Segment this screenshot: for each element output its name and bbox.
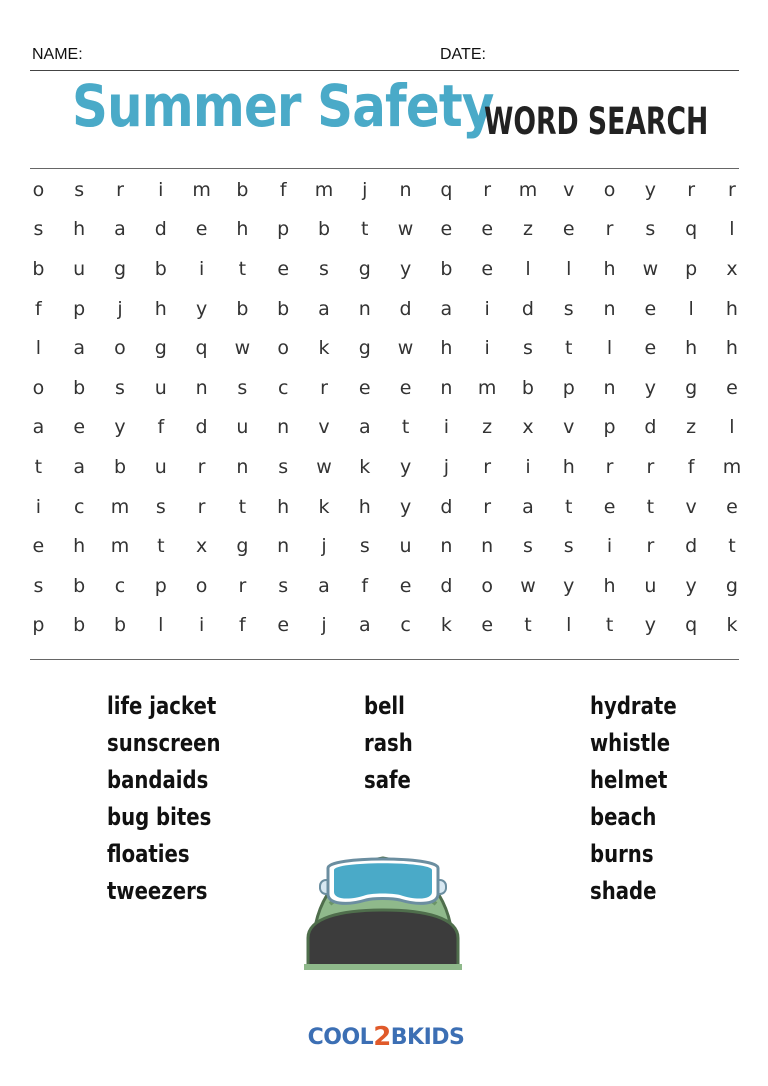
grid-letter: r <box>197 455 206 478</box>
grid-letter: h <box>603 257 616 280</box>
grid-letter: x <box>726 257 738 280</box>
helmet-goggles-icon <box>300 846 466 970</box>
grid-letter: o <box>277 337 289 360</box>
grid-letter: g <box>725 574 738 597</box>
grid-letter: h <box>440 337 453 360</box>
grid-letter: a <box>114 218 126 241</box>
grid-letter: e <box>726 376 738 399</box>
grid-letter: c <box>400 614 411 637</box>
grid-letter: i <box>443 416 449 439</box>
grid-letter: s <box>237 376 248 399</box>
grid-letter: d <box>685 535 698 558</box>
grid-letter: p <box>562 376 575 399</box>
grid-letter: z <box>482 416 493 439</box>
grid-letter: l <box>158 614 164 637</box>
grid-letter: e <box>481 257 494 280</box>
grid-letter: s <box>563 297 574 320</box>
logo-part-3: BKIDS <box>390 1024 465 1050</box>
grid-letter: r <box>483 495 492 518</box>
grid-letter: i <box>525 455 531 478</box>
grid-letter: g <box>685 376 698 399</box>
grid-letter: a <box>73 455 86 478</box>
grid-letter: b <box>236 297 249 320</box>
word-list-item: shade <box>590 877 657 905</box>
grid-letter: h <box>685 337 698 360</box>
grid-letter: j <box>321 535 327 558</box>
grid-letter: k <box>726 614 738 637</box>
grid-letter: n <box>277 416 290 439</box>
grid-letter: c <box>277 376 289 399</box>
grid-letter: y <box>399 495 412 518</box>
page-subtitle: WORD SEARCH <box>484 100 709 143</box>
grid-letter: h <box>277 495 290 518</box>
word-list-item: whistle <box>590 729 671 757</box>
grid-letter: d <box>440 574 453 597</box>
grid-letter: h <box>725 297 738 320</box>
grid-letter: d <box>399 297 412 320</box>
grid-letter: t <box>565 337 573 360</box>
grid-letter: i <box>158 178 164 201</box>
grid-letter: c <box>73 495 85 518</box>
grid-letter: g <box>113 257 127 280</box>
grid-letter: n <box>440 376 453 399</box>
logo-part-1: COOL <box>307 1024 374 1050</box>
word-list-item: bug bites <box>107 803 212 831</box>
grid-letter: w <box>520 574 536 597</box>
grid-letter: t <box>565 495 573 518</box>
grid-letter: m <box>477 376 497 399</box>
grid-letter: x <box>522 416 534 439</box>
grid-letter: s <box>645 218 656 241</box>
grid-letter: r <box>320 376 328 399</box>
grid-letter: n <box>277 535 290 558</box>
grid-letter: b <box>521 376 534 399</box>
grid-letter: y <box>685 574 697 597</box>
grid-letter: j <box>117 297 123 320</box>
grid-letter: a <box>318 297 330 320</box>
grid-letter: r <box>728 178 736 201</box>
grid-letter: t <box>157 535 165 558</box>
grid-letter: s <box>278 574 289 597</box>
grid-letter: w <box>397 218 414 241</box>
grid-letter: y <box>195 297 208 320</box>
grid-letter: y <box>644 178 656 201</box>
grid-letter: v <box>563 178 575 201</box>
grid-letter: k <box>318 495 330 518</box>
grid-letter: f <box>157 416 165 439</box>
grid-letter: e <box>277 614 290 637</box>
grid-letter: h <box>73 535 86 558</box>
grid-letter: t <box>605 614 614 637</box>
grid-letter: f <box>35 297 42 320</box>
grid-letter: b <box>73 376 86 399</box>
logo-part-2: 2 <box>373 1022 391 1052</box>
grid-letter: n <box>481 535 494 558</box>
grid-letter: t <box>646 495 655 518</box>
grid-letter: l <box>729 416 735 439</box>
grid-letter: e <box>440 218 453 241</box>
grid-letter: s <box>115 376 125 399</box>
grid-letter: b <box>73 614 86 637</box>
grid-letter: e <box>399 574 412 597</box>
grid-letter: o <box>603 178 616 201</box>
grid-letter: b <box>113 455 127 478</box>
grid-letter: b <box>440 257 453 280</box>
grid-letter: l <box>566 614 572 637</box>
grid-letter: u <box>644 574 657 597</box>
word-list-item: helmet <box>590 766 668 794</box>
grid-letter: r <box>687 178 696 201</box>
grid-letter: r <box>483 178 492 201</box>
grid-letter: u <box>154 455 167 478</box>
word-list-item: beach <box>590 803 657 831</box>
grid-letter: e <box>562 218 575 241</box>
grid-letter: p <box>277 218 290 241</box>
grid-letter: w <box>642 257 659 280</box>
grid-letter: v <box>563 416 575 439</box>
grid-letter: w <box>316 455 332 478</box>
grid-letter: u <box>73 257 86 280</box>
word-list-left <box>107 688 245 910</box>
grid-letter: i <box>198 614 205 637</box>
grid-letter: z <box>522 218 533 241</box>
grid-letter: t <box>238 495 247 518</box>
grid-letter: t <box>238 257 247 280</box>
grid-letter: r <box>238 574 247 597</box>
grid-letter: i <box>606 535 613 558</box>
word-list-item: bell <box>364 692 405 720</box>
grid-letter: b <box>277 297 290 320</box>
grid-letter: e <box>644 297 657 320</box>
grid-letter: l <box>606 337 613 360</box>
grid-letter: t <box>34 455 43 478</box>
grid-letter: x <box>195 535 208 558</box>
word-list-item: sunscreen <box>107 729 221 757</box>
grid-letter: e <box>481 218 494 241</box>
grid-letter: i <box>198 257 205 280</box>
name-date-header <box>30 44 739 71</box>
grid-letter: t <box>524 614 532 637</box>
grid-letter: n <box>603 376 616 399</box>
grid-letter: r <box>197 495 206 518</box>
grid-letter: u <box>399 535 412 558</box>
grid-letter: p <box>73 297 86 320</box>
grid-letter: p <box>154 574 167 597</box>
grid-letter: o <box>114 337 126 360</box>
grid-letter: h <box>154 297 167 320</box>
grid-letter: n <box>399 178 412 201</box>
grid-letter: n <box>440 535 453 558</box>
grid-letter: l <box>35 337 42 360</box>
grid-letter: m <box>192 178 211 201</box>
grid-letter: i <box>484 337 490 360</box>
grid-letter: s <box>33 574 44 597</box>
grid-letter: a <box>440 297 453 320</box>
grid-letter: m <box>314 178 334 201</box>
grid-letter: l <box>566 257 572 280</box>
word-list-item: life jacket <box>107 692 217 720</box>
grid-letter: y <box>644 376 656 399</box>
grid-letter: a <box>358 614 371 637</box>
grid-letter: p <box>603 416 616 439</box>
word-list-item: safe <box>364 766 411 794</box>
grid-letter: c <box>114 574 126 597</box>
page-title: Summer Safety <box>72 72 494 140</box>
grid-letter: m <box>518 178 538 201</box>
grid-letter: h <box>562 455 575 478</box>
grid-letter: d <box>521 297 534 320</box>
grid-letter: b <box>73 574 86 597</box>
grid-letter: f <box>279 178 287 201</box>
word-list-item: floaties <box>107 840 190 868</box>
grid-letter: k <box>359 455 371 478</box>
grid-letter: a <box>318 574 330 597</box>
grid-letter: h <box>725 337 738 360</box>
grid-letter: e <box>603 495 616 518</box>
grid-letter: s <box>155 495 166 518</box>
grid-letter: a <box>522 495 534 518</box>
grid-bottom-divider <box>30 659 739 660</box>
name-label: NAME: <box>32 46 83 63</box>
grid-letter: z <box>686 416 697 439</box>
grid-letter: s <box>563 535 574 558</box>
grid-letter: p <box>685 257 698 280</box>
grid-letter: h <box>236 218 249 241</box>
grid-letter: j <box>443 455 449 478</box>
grid-letter: y <box>399 257 412 280</box>
grid-letter: l <box>729 218 735 241</box>
grid-letter: i <box>484 297 490 320</box>
grid-letter: y <box>644 614 656 637</box>
grid-letter: l <box>688 297 694 320</box>
grid-letter: o <box>32 376 45 399</box>
grid-letter: e <box>195 218 208 241</box>
grid-letter: g <box>358 337 371 360</box>
grid-letter: o <box>32 178 45 201</box>
grid-letter: g <box>154 337 167 360</box>
grid-letter: m <box>722 455 742 478</box>
grid-letter: d <box>154 218 167 241</box>
grid-letter: q <box>195 337 208 360</box>
grid-letter: u <box>154 376 167 399</box>
grid-letter: t <box>361 218 369 241</box>
grid-letter: e <box>481 614 494 637</box>
grid-letter: b <box>113 614 127 637</box>
grid-letter: s <box>278 455 289 478</box>
grid-letter: s <box>319 257 329 280</box>
grid-letter: g <box>358 257 371 280</box>
grid-letter: s <box>33 218 44 241</box>
grid-letter: d <box>644 416 657 439</box>
grid-letter: q <box>440 178 453 201</box>
letter-grid <box>18 170 752 645</box>
grid-letter: b <box>32 257 45 280</box>
grid-letter: d <box>440 495 453 518</box>
grid-letter: n <box>603 297 616 320</box>
grid-letter: g <box>236 535 249 558</box>
grid-letter: y <box>114 416 126 439</box>
grid-letter: p <box>32 614 45 637</box>
grid-letter: a <box>73 337 86 360</box>
grid-letter: b <box>154 257 167 280</box>
grid-letter: y <box>399 455 412 478</box>
word-list-item: burns <box>590 840 654 868</box>
grid-letter: k <box>318 337 330 360</box>
word-list-item: hydrate <box>590 692 677 720</box>
grid-letter: r <box>116 178 124 201</box>
grid-letter: t <box>401 416 410 439</box>
grid-letter: b <box>236 178 249 201</box>
grid-letter: e <box>399 376 412 399</box>
grid-letter: m <box>110 495 130 518</box>
grid-letter: a <box>358 416 371 439</box>
word-list-middle <box>364 688 423 799</box>
word-list-right <box>590 688 696 910</box>
grid-letter: w <box>234 337 251 360</box>
grid-letter: r <box>605 455 614 478</box>
grid-letter: l <box>525 257 531 280</box>
grid-letter: o <box>195 574 208 597</box>
grid-letter: t <box>728 535 736 558</box>
grid-letter: q <box>685 218 698 241</box>
grid-letter: e <box>277 257 290 280</box>
grid-letter: h <box>603 574 616 597</box>
grid-letter: m <box>110 535 130 558</box>
grid-letter: b <box>317 218 330 241</box>
grid-letter: h <box>73 218 86 241</box>
grid-letter: j <box>362 178 368 201</box>
grid-letter: w <box>397 337 414 360</box>
grid-letter: k <box>440 614 452 637</box>
word-list-item: rash <box>364 729 413 757</box>
grid-letter: f <box>687 455 695 478</box>
grid-letter: e <box>358 376 371 399</box>
grid-letter: v <box>685 495 697 518</box>
word-list-item: tweezers <box>107 877 208 905</box>
grid-letter: n <box>195 376 208 399</box>
grid-letter: j <box>321 614 327 637</box>
grid-letter: a <box>32 416 45 439</box>
grid-letter: s <box>523 337 533 360</box>
grid-letter: s <box>523 535 533 558</box>
grid-letter: e <box>73 416 86 439</box>
grid-letter: v <box>318 416 330 439</box>
grid-letter: f <box>239 614 246 637</box>
grid-letter: n <box>358 297 371 320</box>
grid-letter: e <box>726 495 738 518</box>
grid-letter: s <box>359 535 370 558</box>
grid-letter: e <box>32 535 45 558</box>
grid-letter: s <box>74 178 85 201</box>
grid-letter: r <box>483 455 492 478</box>
grid-letter: q <box>685 614 698 637</box>
grid-letter: o <box>481 574 493 597</box>
grid-letter: r <box>646 535 655 558</box>
grid-top-divider <box>30 168 739 169</box>
grid-letter: e <box>644 337 657 360</box>
grid-letter: n <box>236 455 249 478</box>
grid-letter: r <box>646 455 655 478</box>
grid-letter: h <box>358 495 371 518</box>
grid-letter: y <box>563 574 575 597</box>
cool2bkids-logo <box>308 1020 464 1054</box>
grid-letter: i <box>35 495 42 518</box>
word-list-item: bandaids <box>107 766 209 794</box>
grid-letter: r <box>605 218 614 241</box>
date-label: DATE: <box>440 46 486 63</box>
grid-letter: f <box>361 574 369 597</box>
grid-letter: u <box>236 416 249 439</box>
grid-letter: d <box>195 416 208 439</box>
